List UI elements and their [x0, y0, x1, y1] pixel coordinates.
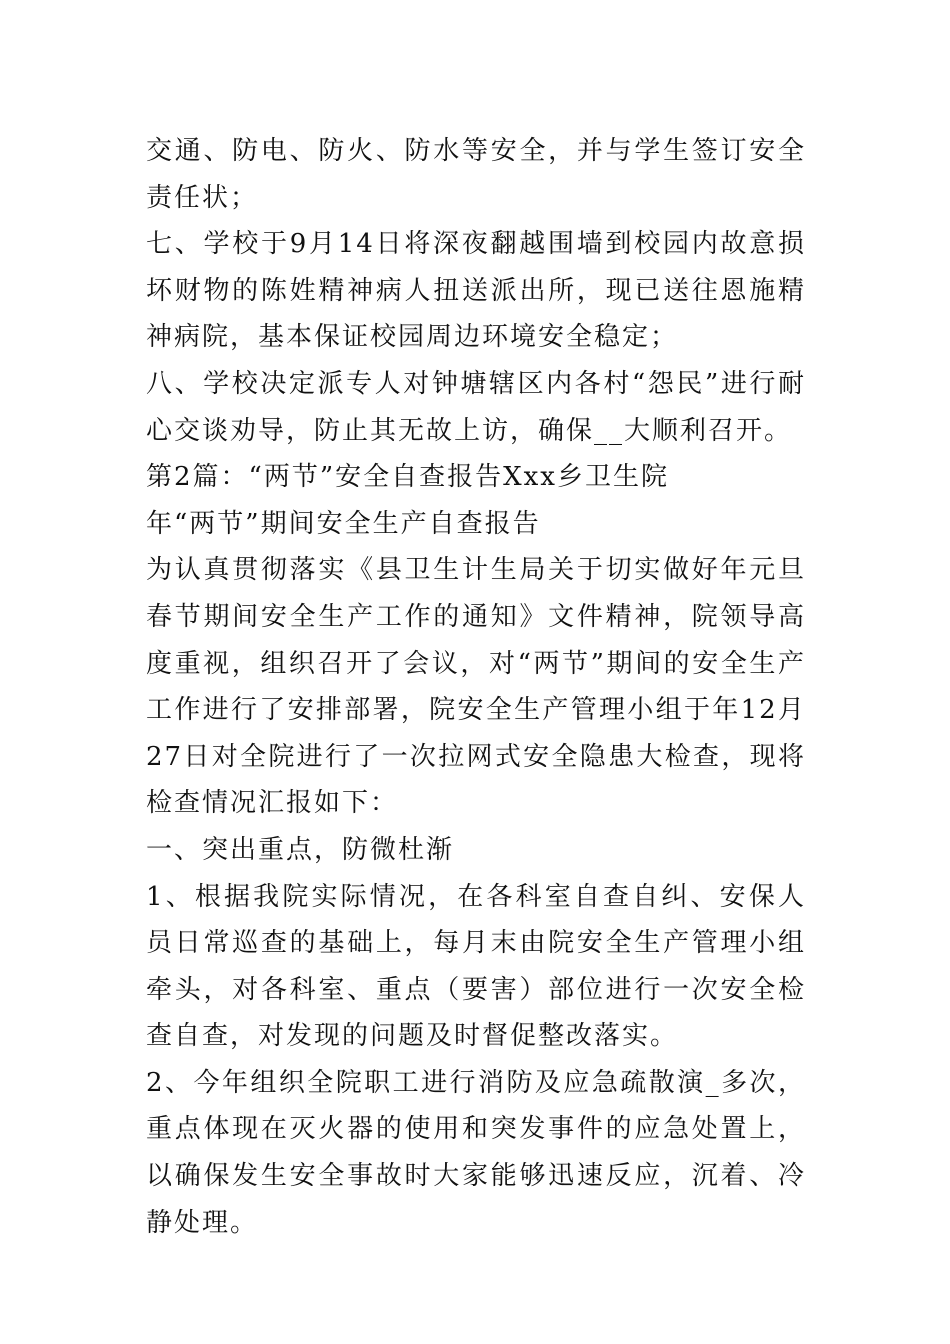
- paragraph-intro: 为认真贯彻落实《县卫生计生局关于切实做好年元旦春节期间安全生产工作的通知》文件精神，院领导高度重视，组织召开了会议，对“两节”期间的安全生产工作进行了安排部署，院安全生产管理小组于年12月27日对全院进行了一次拉网式安全隐患大检查，现将检查情况汇报如下：: [146, 555, 806, 819]
- paragraph-item-8: 八、学校决定派专人对钟塘辖区内各村“怨民”进行耐心交谈劝导，防止其无故上访，确保__大顺利召开。: [146, 368, 806, 446]
- paragraph-continuation: 交通、防电、防火、防水等安全，并与学生签订安全责任状；: [146, 136, 806, 213]
- paragraph-item-7: 七、学校于9月14日将深夜翻越围墙到校园内故意损坏财物的陈姓精神病人扭送派出所，现已送往恩施精神病院，基本保证校园周边环境安全稳定；: [146, 229, 806, 353]
- paragraph-point-1: 1、根据我院实际情况，在各科室自查自纠、安保人员日常巡查的基础上，每月末由院安全生产管理小组牵头，对各科室、重点（要害）部位进行一次安全检查自查，对发现的问题及时督促整改落实。: [146, 881, 806, 1052]
- report-title: 年“两节”期间安全生产自查报告: [146, 508, 541, 539]
- document-page: [146, 128, 806, 1246]
- subheading-one: 一、突出重点，防微杜渐: [146, 834, 455, 865]
- section-heading: 第2篇：“两节”安全自查报告Xxx乡卫生院: [146, 462, 669, 493]
- paragraph-point-2: 2、今年组织全院职工进行消防及应急疏散演_多次，重点体现在灭火器的使用和突发事件的应急处置上，以确保发生安全事故时大家能够迅速反应，沉着、冷静处理。: [146, 1067, 806, 1238]
